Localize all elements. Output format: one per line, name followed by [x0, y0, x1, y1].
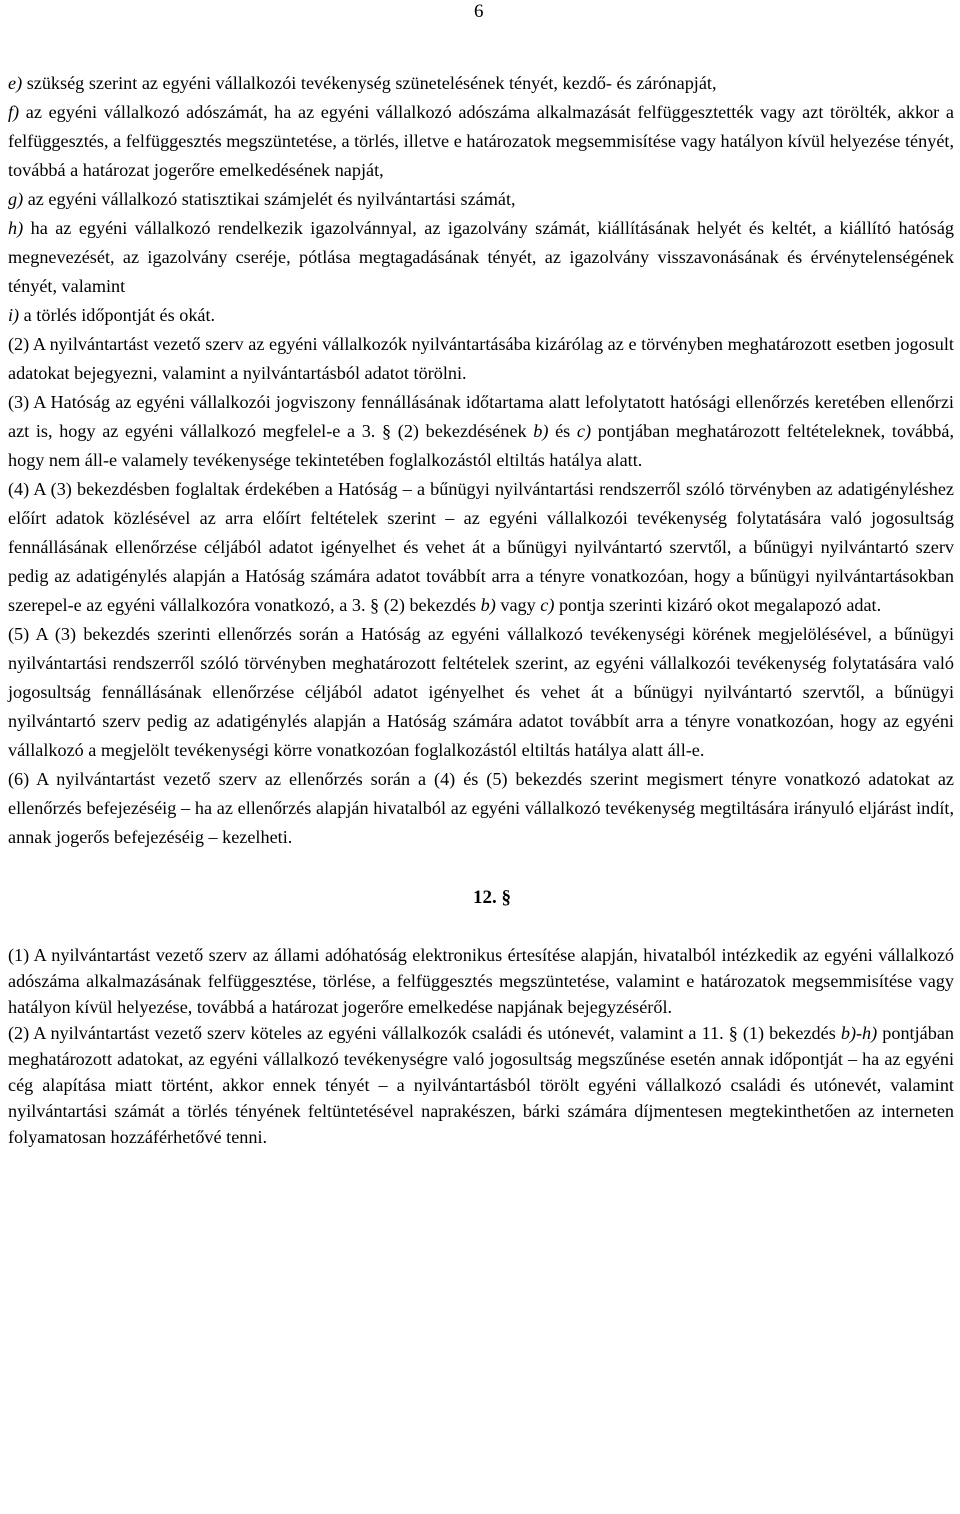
item-text: szükség szerint az egyéni vállalkozói tevékenység szünetelésének tényét, kezdő- és zárónapját,: [22, 73, 717, 93]
item-label: g): [8, 189, 24, 209]
paragraph-2: (2) A nyilvántartást vezető szerv az egyéni vállalkozók nyilvántartásába kizárólag az e törvényben meghatározott esetben jogosult adatokat bejegyezni, valamint a nyilvántartásból adatot törölni.: [8, 334, 954, 383]
item-label: h): [8, 218, 24, 238]
paragraph-text: pontjában meghatározott feltételeknek, továbbá, hogy nem áll-e valamely tevékenysége tekintetében foglalkozástól eltiltás hatálya alatt.: [8, 421, 955, 470]
item-label: e): [8, 73, 23, 93]
section12-paragraph-1: (1) A nyilvántartást vezető szerv az állami adóhatóság elektronikus értesítése alapján, hivatalból intézkedik az egyéni vállalkozó adószáma alkalmazásának felfüggesztése, törlése, a felfüggesztés megszüntetése, valamint e határozatok megsemmisítése vagy hatályon kívül helyezése, továbbá a határozat jogerőre emelkedése napjának bejegyzéséről.: [8, 945, 954, 1017]
paragraph-3: [8, 388, 954, 475]
list-item-h: [8, 214, 954, 301]
paragraph-text: pontjában meghatározott adatokat, az egyéni vállalkozó tevékenységre való jogosultság megszűnése esetén annak időpontját – ha az egyéni cég alapítása miatt történt, akkor ennek tényét – a nyilvántartásból törölt egyéni vállalkozó családi és utónevét, valamint nyilvántartási számát a törlés tényének feltüntetésével naprakészen, bárki számára díjmentesen megtekinthetően az interneten folyamatosan hozzáférhetővé tenni.: [8, 1023, 954, 1147]
item-text: a törlés időpontját és okát.: [19, 305, 216, 325]
item-text: az egyéni vállalkozó statisztikai számjelét és nyilvántartási számát,: [23, 189, 516, 209]
paragraph-6: (6) A nyilvántartást vezető szerv az ellenőrzés során a (4) és (5) bekezdés szerint megismert tényre vonatkozó adatokat az ellenőrzés befejezéséig – ha az ellenőrzés alapján hivatalból az egyéni vállalkozó tevékenység megtiltására irányuló eljárást indít, annak jogerős befejezéséig – kezelheti.: [8, 769, 954, 847]
section12-paragraph-2: [8, 1020, 954, 1150]
point-ref: b): [533, 421, 549, 441]
paragraph-text: (2) A nyilvántartást vezető szerv köteles az egyéni vállalkozók családi és utónevét, valamint a 11. § (1) bekezdés: [8, 1023, 841, 1043]
point-ref: b)-h): [840, 1023, 878, 1043]
page-number: 6: [474, 1, 484, 22]
paragraph-text: és: [548, 421, 577, 441]
list-item-g: [8, 185, 954, 214]
point-ref: c): [540, 595, 555, 615]
item-text: ha az egyéni vállalkozó rendelkezik igazolvánnyal, az igazolvány számát, kiállításának helyét és keltét, a kiállító hatóság megnevezését, az igazolvány cseréje, pótlása megtagadásának tényét, az igazolvány visszavonásának és érvénytelenségének tényét, valamint: [8, 218, 954, 296]
paragraph-text: pontja szerinti kizáró okot megalapozó adat.: [554, 595, 882, 615]
item-text: az egyéni vállalkozó adószámát, ha az egyéni vállalkozó adószáma alkalmazását felfüggesztették vagy azt törölték, akkor a felfüggesztés, a felfüggesztés megszüntetése, a törlés, illetve e határozatok megsemmisítése vagy hatályon kívül helyezése tényét, továbbá a határozat jogerőre emelkedésének napját,: [8, 102, 954, 180]
section-heading: 12. §: [473, 887, 511, 908]
list-item-e: [8, 69, 954, 98]
list-item-i: [8, 301, 954, 330]
paragraph-text: (4) A (3) bekezdésben foglaltak érdekében a Hatóság – a bűnügyi nyilvántartási rendszerről szóló törvényben az adatigényléshez előírt adatok közlésével az arra előírt feltételek szerint – az egyéni vállalkozói tevékenység folytatására való jogosultság fennállásának ellenőrzése céljából adatot igényelhet és vehet át a bűnügyi nyilvántartó szervtől, a bűnügyi nyilvántartó szerv pedig az adatigénylés alapján a Hatóság számára adatot továbbít arra a tényre vonatkozóan, hogy a bűnügyi nyilvántartásokban szerepel-e az egyéni vállalkozóra vonatkozó, a 3. § (2) bekezdés: [8, 479, 954, 615]
document-body: [8, 69, 954, 1150]
point-ref: b): [480, 595, 496, 615]
item-label: f): [8, 102, 20, 122]
paragraph-4: [8, 475, 954, 620]
list-item-f: [8, 98, 954, 185]
paragraph-text: vagy: [495, 595, 541, 615]
point-ref: c): [576, 421, 592, 441]
item-label: i): [8, 305, 20, 325]
paragraph-text: (3) A Hatóság az egyéni vállalkozói jogviszony fennállásának időtartama alatt lefolytatott hatósági ellenőrzés keretében ellenőrzi azt is, hogy az egyéni vállalkozó megfelel-e a 3. § (2) bekezdésének: [8, 392, 954, 441]
paragraph-5: (5) A (3) bekezdés szerinti ellenőrzés során a Hatóság az egyéni vállalkozó tevékenységi körének megjelölésével, a bűnügyi nyilvántartási rendszerről szóló törvényben meghatározott feltételek szerint, az egyéni vállalkozói tevékenység folytatására való jogosultság fennállásának ellenőrzése céljából adatot igényelhet és vehet át a bűnügyi nyilvántartó szervtől, a bűnügyi nyilvántartó szerv pedig az adatigénylés alapján a Hatóság számára adatot továbbít arra a tényre vonatkozóan, hogy az egyéni vállalkozó a megjelölt tevékenységi körre vonatkozóan foglalkozástól eltiltás hatálya alatt áll-e.: [8, 624, 954, 760]
